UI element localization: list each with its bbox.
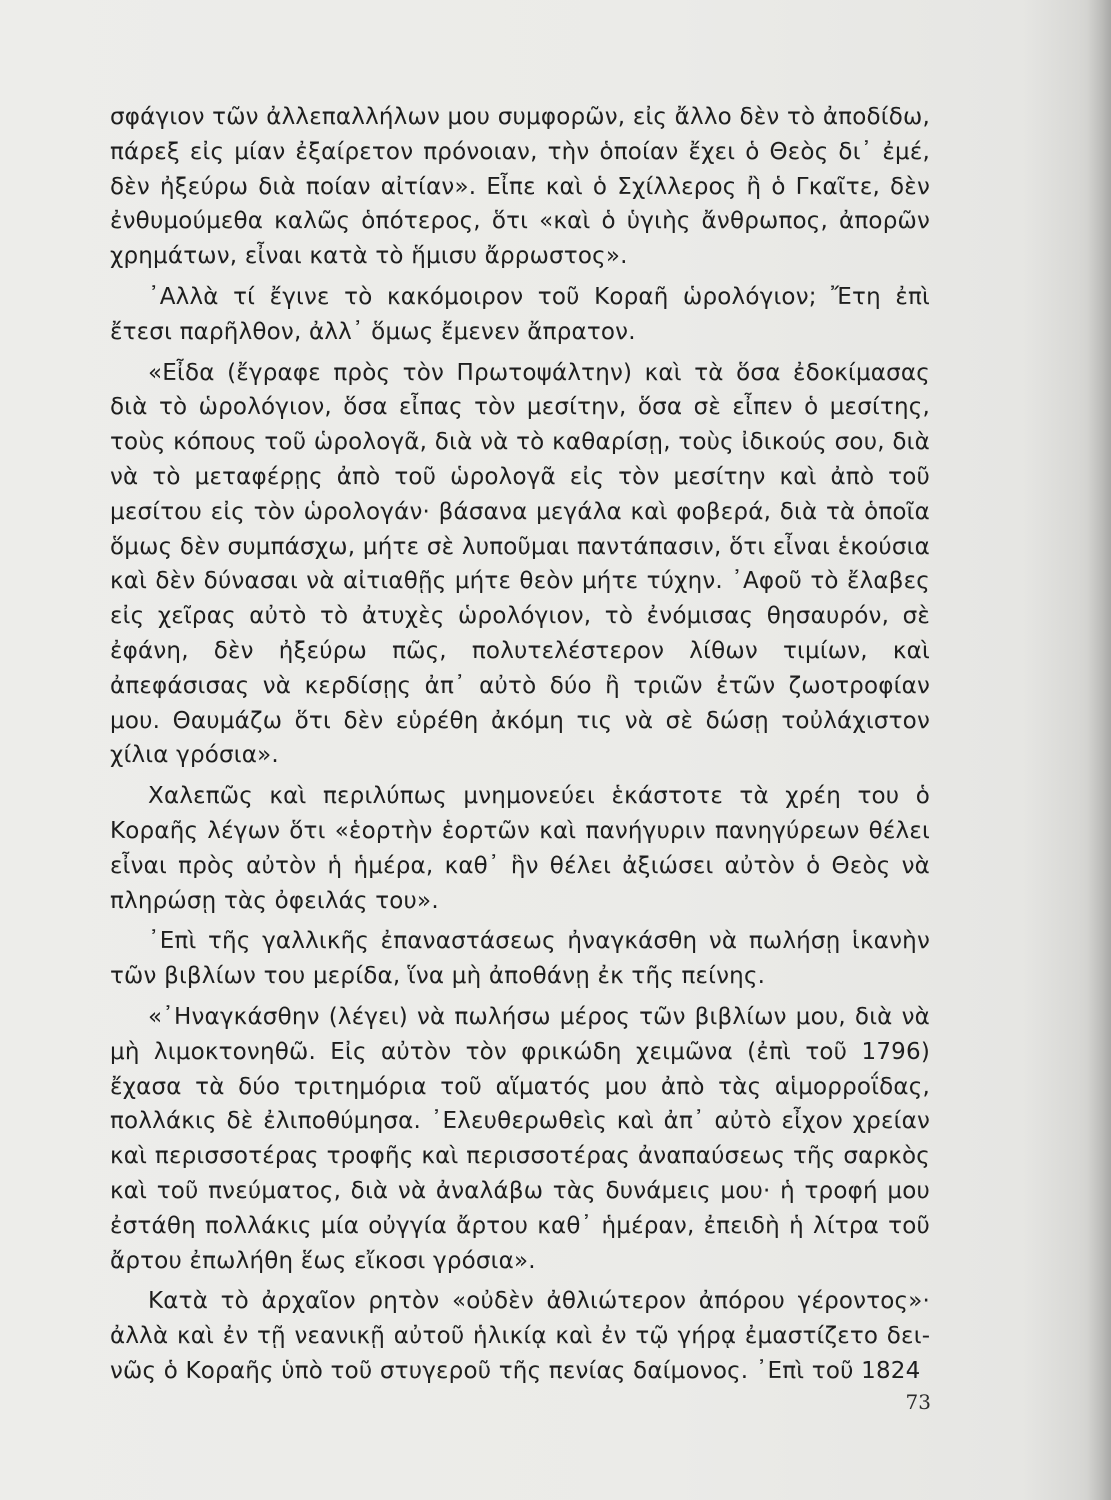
paragraph-2: ᾽Αλλὰ τί ἔγινε τὸ κακόμοιρον τοῦ Κοραῆ ὡρολόγιον; Ἔτη ἐπὶ ἔτεσι παρῆλθον, ἀλλ᾽ ὅμως ἔμενεν ἄπρατον. [110,283,930,345]
paragraph-4: Χαλεπῶς καὶ περιλύπως μνημονεύει ἑκάστοτε τὰ χρέη του ὁ Κοραῆς λέγων ὅτι «ἑορτὴν ἑορτῶν καὶ πανήγυριν πανηγύρεων θέλει εἶναι πρὸς αὐτὸν ἡ ἡμέρα, καθ᾽ ἣν θέλει ἀξιώσει αὐτὸν ὁ Θεὸς νὰ πληρώσῃ τὰς ὀφειλάς του». [110,783,930,914]
paragraph-3: «Εἶδα (ἔγραφε πρὸς τὸν Πρωτοψάλτην) καὶ τὰ ὅσα ἐδοκίμασας διὰ τὸ ὡρολόγιον, ὅσα εἶπας τὸν μεσίτην, ὅσα σὲ εἶπεν ὁ μεσίτης, τοὺς κόπους τοῦ ὡρολογᾶ, διὰ νὰ τὸ καθαρίσῃ, τοὺς ἰδικούς σου, διὰ νὰ τὸ μεταφέρῃς ἀπὸ τοῦ ὡρολογᾶ εἰς τὸν μεσίτην καὶ ἀπὸ τοῦ μεσίτου εἰς τὸν ὡρολογάν· βάσανα μεγάλα καὶ φοβερά, διὰ τὰ ὁποῖα ὅμως δὲν συμπάσχω, μήτε σὲ λυποῦμαι παντάπασιν, ὅτι εἶναι ἑκούσια καὶ δὲν δύνασαι νὰ αἰτιαθῇς μήτε θεὸν μήτε τύχην. ᾽Αφοῦ τὸ ἔλαβες εἰς χεῖρας αὐτὸ τὸ ἀτυχὲς ὡρολόγιον, τὸ ἐνόμισας θησαυρόν, σὲ ἐφάνη, δὲν ἠξεύρω πῶς, πολυτελέστερον λίθων τιμίων, καὶ ἀπεφάσισας νὰ κερδίσῃς ἀπ᾽ αὐτὸ δύο ἢ τριῶν ἐτῶν ζωοτροφίαν μου. Θαυμάζω ὅτι δὲν εὑρέθη ἀκόμη τις νὰ σὲ δώσῃ τοὐλάχιστον χίλια γρόσια». [110,359,930,769]
page-number: 73 [905,1390,931,1414]
page-edge-shadow [1087,0,1111,1500]
paragraph-1: σφάγιον τῶν ἀλλεπαλλήλων μου συμφορῶν, εἰς ἄλλο δὲν τὸ ἀποδίδω, πάρεξ εἰς μίαν ἐξαίρετον πρόνοιαν, τὴν ὁποίαν ἔχει ὁ Θεὸς δι᾽ ἐμέ, δὲν ἠξεύρω διὰ ποίαν αἰτίαν». Εἶπε καὶ ὁ Σχίλλερος ἢ ὁ Γκαῖτε, δὲν ἐνθυμούμεθα καλῶς ὁπότερος, ὅτι «καὶ ὁ ὑγιὴς ἄνθρωπος, ἀπορῶν χρημάτων, εἶναι κατὰ τὸ ἥμισυ ἄρρωστος». [110,104,930,270]
paragraph-5: ᾽Επὶ τῆς γαλλικῆς ἐπαναστάσεως ἠναγκάσθη νὰ πωλήσῃ ἱκανὴν τῶν βιβλίων του μερίδα, ἵνα μὴ ἀποθάνῃ ἐκ τῆς πείνης. [110,928,930,990]
paragraph-6: «᾽Ηναγκάσθην (λέγει) νὰ πωλήσω μέρος τῶν βιβλίων μου, διὰ νὰ μὴ λιμοκτονηθῶ. Εἰς αὐτὸν τὸν φρικώδη χειμῶνα (ἐπὶ τοῦ 1796) ἔχασα τὰ δύο τριτημόρια τοῦ αἵματός μου ἀπὸ τὰς αἱμορροΐδας, πολλάκις δὲ ἐλιποθύμησα. ᾽Ελευθερωθεὶς καὶ ἀπ᾽ αὐτὸ εἶχον χρείαν καὶ περισσοτέρας τροφῆς καὶ περισσοτέρας ἀναπαύσεως τῆς σαρκὸς καὶ τοῦ πνεύματος, διὰ νὰ ἀναλάβω τὰς δυνάμεις μου· ἡ τροφή μου ἐστάθη πολλάκις μία οὐγγία ἄρτου καθ᾽ ἡμέραν, ἐπειδὴ ἡ λίτρα τοῦ ἄρτου ἐπωλήθη ἕως εἴκοσι γρόσια». [110,1003,930,1274]
body-text [110,100,930,1389]
paragraph-7: Κατὰ τὸ ἀρχαῖον ρητὸν «οὐδὲν ἀθλιώτερον ἀπόρου γέροντος»· ἀλλὰ καὶ ἐν τῇ νεανικῇ αὐτοῦ ἡλικίᾳ καὶ ἐν τῷ γήρᾳ ἐμαστίζετο δεινῶς ὁ Κοραῆς ὑπὸ τοῦ στυγεροῦ τῆς πενίας δαίμονος. ᾽Επὶ τοῦ 1824 [110,1288,930,1384]
